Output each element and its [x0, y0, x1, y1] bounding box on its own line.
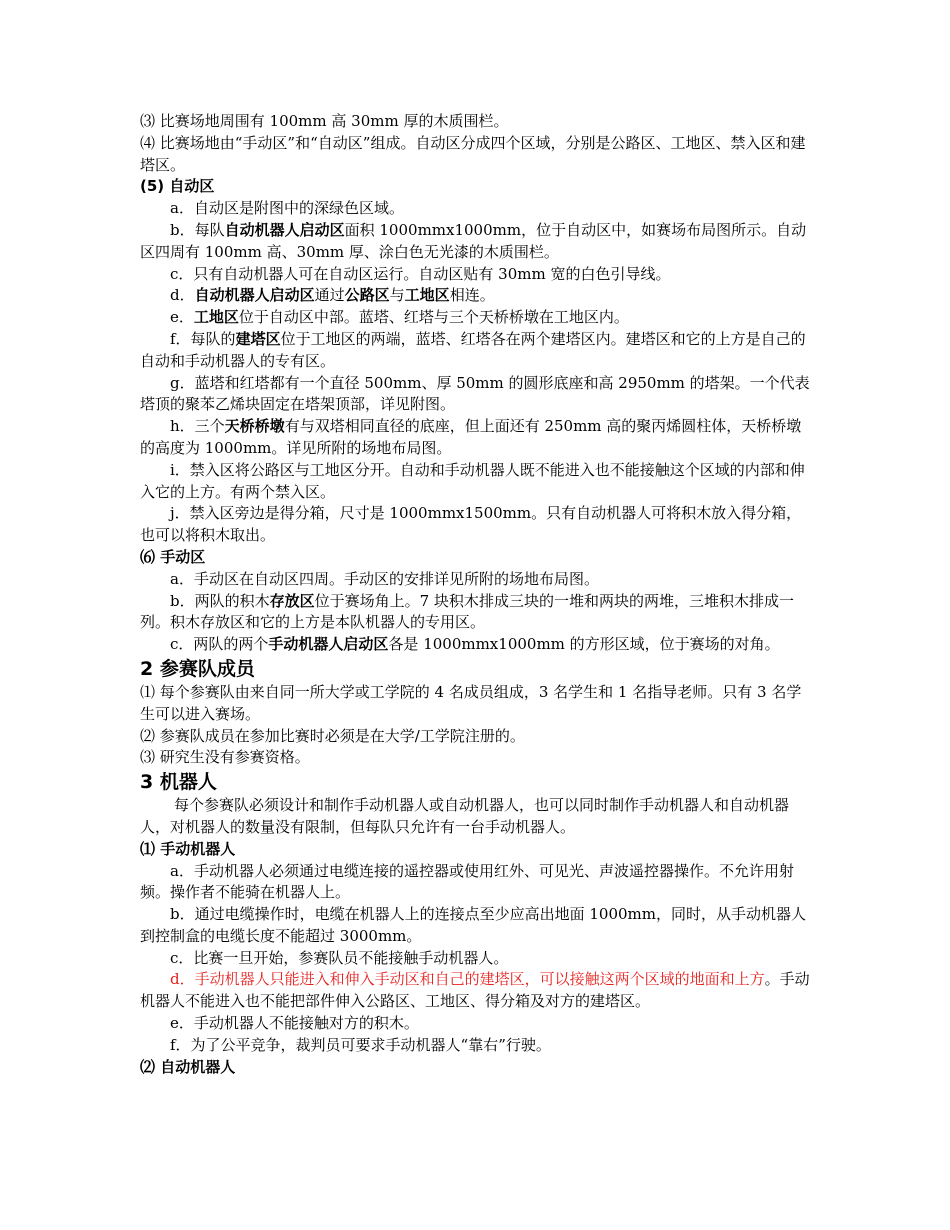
team-rule-1: ⑴ 每个参赛队由来自同一所大学或工学院的 4 名成员组成，3 名学生和 1 名指导老师。只有 3 名学生可以进入赛场。 — [140, 682, 802, 723]
document-page — [140, 111, 815, 1078]
item-c: c．只有自动机器人可在自动区运行。自动区贴有 30mm 宽的白色引导线。 — [170, 264, 671, 283]
item-b: b．每队自动机器人启动区面积 1000mmx1000mm，位于自动区中，如赛场布局图所示。自动区四周有 100mm 高、30mm 厚、涂白色无光漆的木质围栏。 — [140, 220, 807, 261]
item-d: d．自动机器人启动区通过公路区与工地区相连。 — [170, 286, 495, 305]
item-i: i．禁入区将公路区与工地区分开。自动和手动机器人既不能进入也不能接触这个区域的内部和伸入它的上方。有两个禁入区。 — [140, 460, 805, 501]
heading-auto-robot: ⑵ 自动机器人 — [140, 1057, 236, 1076]
robot-item-e: e．手动机器人不能接触对方的积木。 — [170, 1014, 419, 1033]
item-h: h．三个天桥桥墩有与双塔相同直径的底座，但上面还有 250mm 高的聚丙烯圆柱体，天桥桥墩的高度为 1000mm。详见所附的场地布局图。 — [140, 417, 802, 457]
manual-item-c: c．两队的两个手动机器人启动区各是 1000mmx1000mm 的方形区域，位于赛场的对角。 — [170, 635, 780, 654]
manual-item-a: a．手动区在自动区四周。手动区的安排详见所附的场地布局图。 — [170, 569, 599, 588]
item-j: j．禁入区旁边是得分箱，尺寸是 1000mmx1500mm。只有自动机器人可将积木放入得分箱，也可以将积木取出。 — [140, 504, 802, 545]
section-2-heading: 2 参赛队成员 — [140, 657, 255, 680]
robot-intro: 每个参赛队必须设计和制作手动机器人或自动机器人，也可以同时制作手动机器人和自动机器人，对机器人的数量没有限制，但每队只允许有一台手动机器人。 — [140, 796, 790, 836]
highlighted-rule-text: d．手动机器人只能进入和伸入手动区和自己的建塔区，可以接触这两个区域的地面和上方 — [170, 970, 765, 989]
rule-4: ⑷ 比赛场地由“手动区”和“自动区”组成。自动区分成四个区域，分别是公路区、工地区、禁入区和建塔区。 — [140, 133, 806, 174]
rule-3: ⑶ 比赛场地周围有 100mm 高 30mm 厚的木质围栏。 — [140, 112, 509, 130]
heading-manual-zone: ⑹ 手动区 — [140, 547, 206, 566]
robot-item-f: f．为了公平竞争，裁判员可要求手动机器人“靠右”行驶。 — [170, 1035, 551, 1054]
item-g: g．蓝塔和红塔都有一个直径 500mm、厚 50mm 的圆形底座和高 2950mm 的塔架。一个代表塔顶的聚苯乙烯块固定在塔架顶部，详见附图。 — [140, 373, 810, 414]
item-e: e．工地区位于自动区中部。蓝塔、红塔与三个天桥桥墩在工地区内。 — [170, 308, 629, 327]
robot-item-c: c．比赛一旦开始，参赛队员不能接触手动机器人。 — [170, 948, 509, 967]
robot-item-b: b．通过电缆操作时，电缆在机器人上的连接点至少应高出地面 1000mm，同时，从手动机器人到控制盒的电缆长度不能超过 3000mm。 — [140, 905, 806, 945]
item-a: a．自动区是附图中的深绿色区域。 — [170, 199, 404, 218]
item-f: f．每队的建塔区位于工地区的两端，蓝塔、红塔各在两个建塔区内。建塔区和它的上方是自己的自动和手动机器人的专有区。 — [140, 329, 806, 370]
heading-auto-zone: (5) 自动区 — [140, 177, 215, 196]
manual-item-b: b．两队的积木存放区位于赛场角上。7 块积木排成三块的一堆和两块的两堆，三堆积木排成一列。积木存放区和它的上方是本队机器人的专用区。 — [140, 591, 794, 632]
heading-manual-robot: ⑴ 手动机器人 — [140, 839, 236, 858]
robot-item-d: d．手动机器人只能进入和伸入手动区和自己的建塔区，可以接触这两个区域的地面和上方。手动机器人不能进入也不能把部件伸入公路区、工地区、得分箱及对方的建塔区。 — [140, 970, 810, 1011]
section-3-heading: 3 机器人 — [140, 771, 217, 794]
robot-item-a: a．手动机器人必须通过电缆连接的遥控器或使用红外、可见光、声波遥控器操作。不允许用射频。操作者不能骑在机器人上。 — [140, 861, 794, 902]
team-rule-3: ⑶ 研究生没有参赛资格。 — [140, 748, 310, 767]
team-rule-2: ⑵ 参赛队成员在参加比赛时必须是在大学/工学院注册的。 — [140, 726, 525, 745]
